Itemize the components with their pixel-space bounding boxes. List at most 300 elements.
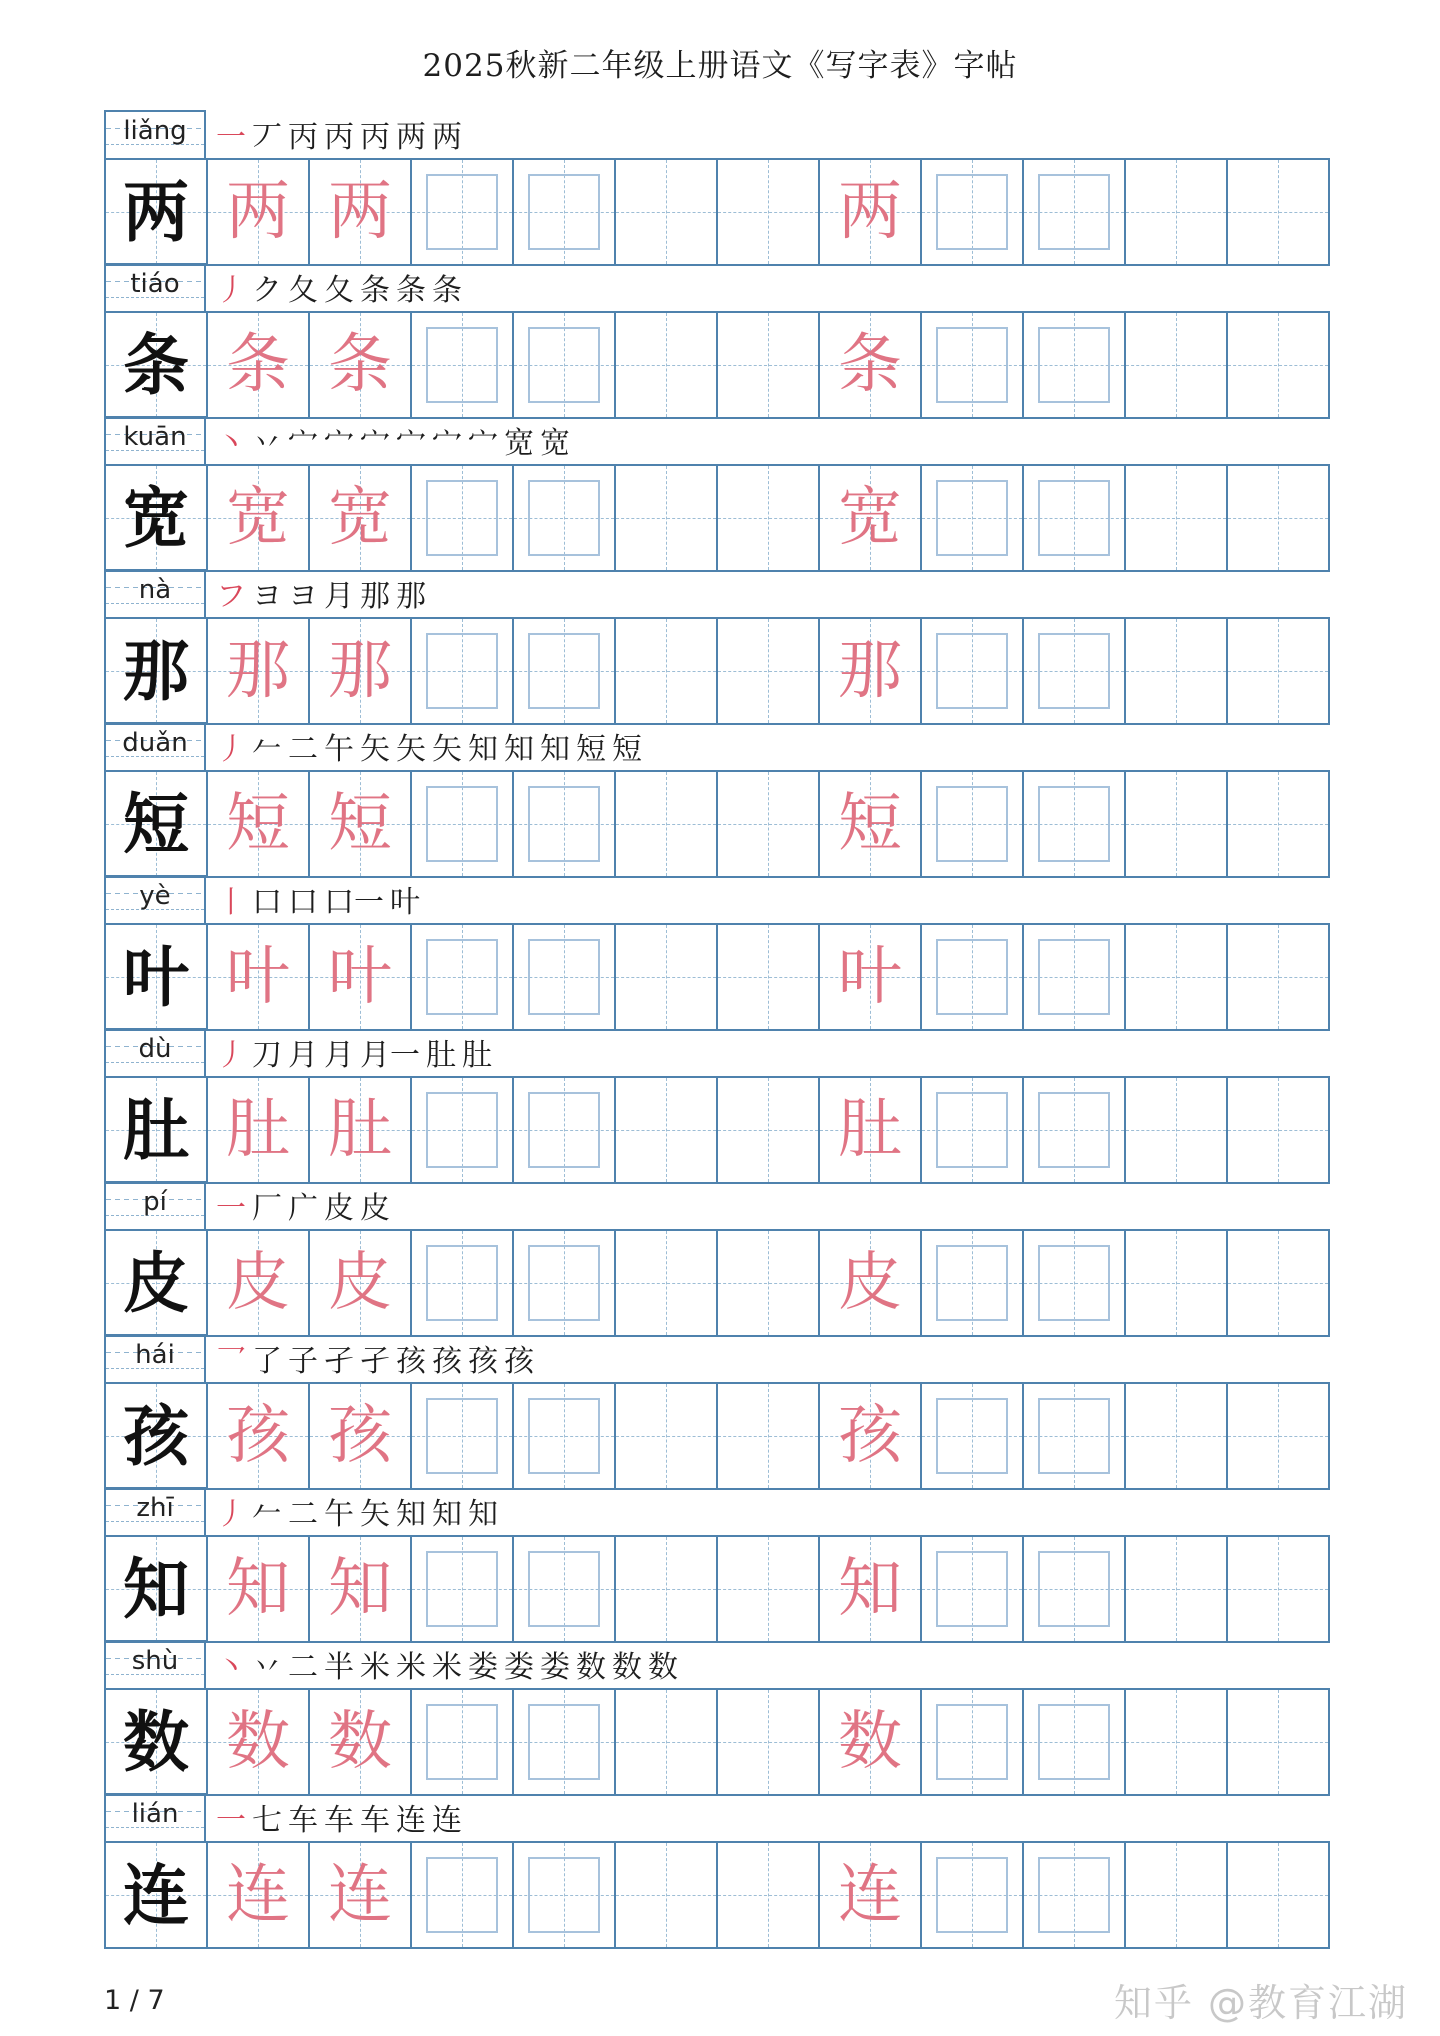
stroke-step: 孩	[432, 1344, 462, 1379]
practice-box-cell	[922, 619, 1024, 723]
practice-box-cell	[514, 1537, 616, 1641]
stroke-order	[216, 1183, 390, 1227]
trace-character: 知	[226, 1552, 290, 1626]
blank-practice-cell	[1126, 1231, 1228, 1335]
trace-character: 皮	[226, 1246, 290, 1320]
writing-grid	[104, 1382, 1330, 1490]
stroke-step: 米	[432, 1650, 462, 1685]
trace-character: 叶	[226, 940, 290, 1014]
practice-inner-box	[426, 174, 498, 250]
writing-grid	[104, 617, 1330, 725]
pinyin-cell	[104, 416, 206, 464]
practice-inner-box	[426, 1857, 498, 1933]
trace-character: 两	[328, 175, 392, 249]
pinyin-label: shù	[131, 1646, 179, 1676]
blank-practice-cell	[616, 1078, 718, 1182]
stroke-step: 娄	[504, 1650, 534, 1685]
pinyin-label: tiáo	[130, 269, 180, 299]
blank-practice-cell	[1228, 925, 1330, 1029]
trace-character: 数	[838, 1705, 902, 1779]
stroke-step: 口一	[324, 885, 384, 920]
stroke-order	[216, 1642, 678, 1686]
practice-box-cell	[922, 1078, 1024, 1182]
trace-cell	[208, 1843, 310, 1947]
stroke-step: 条	[360, 273, 390, 308]
stroke-step: 口	[252, 885, 282, 920]
stroke-step: 宀	[288, 426, 318, 461]
trace-character: 连	[328, 1858, 392, 1932]
blank-practice-cell	[1126, 772, 1228, 876]
writing-grid	[104, 1535, 1330, 1643]
stroke-step: 宽	[540, 426, 570, 461]
practice-row	[104, 416, 1336, 570]
blank-practice-cell	[718, 1078, 820, 1182]
practice-inner-box	[1038, 1551, 1110, 1627]
pinyin-label: yè	[139, 881, 171, 911]
practice-box-cell	[922, 925, 1024, 1029]
practice-inner-box	[936, 1551, 1008, 1627]
model-character: 条	[123, 326, 189, 404]
blank-practice-cell	[718, 1690, 820, 1794]
practice-box-cell	[922, 1231, 1024, 1335]
pinyin-cell	[104, 1793, 206, 1841]
model-character: 宽	[123, 479, 189, 557]
stroke-order	[216, 877, 420, 921]
blank-practice-cell	[718, 1537, 820, 1641]
blank-practice-cell	[1126, 466, 1228, 570]
stroke-step: 午	[324, 1497, 354, 1532]
stroke-step: 夂	[324, 273, 354, 308]
stroke-step: 数	[576, 1650, 606, 1685]
trace-cell	[820, 466, 922, 570]
pinyin-cell	[104, 110, 206, 158]
pinyin-cell	[104, 263, 206, 311]
practice-row	[104, 110, 1336, 264]
stroke-step: 孩	[504, 1344, 534, 1379]
trace-cell	[310, 1690, 412, 1794]
practice-box-cell	[1024, 313, 1126, 417]
stroke-step: 娄	[468, 1650, 498, 1685]
stroke-step: 数	[648, 1650, 678, 1685]
trace-cell	[820, 772, 922, 876]
stroke-step: 半	[324, 1650, 354, 1685]
stroke-step: 宀	[432, 426, 462, 461]
practice-inner-box	[1038, 786, 1110, 862]
blank-practice-cell	[1228, 1537, 1330, 1641]
trace-cell	[820, 1690, 922, 1794]
trace-cell	[208, 313, 310, 417]
trace-cell	[310, 466, 412, 570]
trace-character: 宽	[226, 481, 290, 555]
practice-inner-box	[1038, 480, 1110, 556]
trace-cell	[820, 619, 922, 723]
model-character-cell	[106, 1231, 208, 1335]
pinyin-cell	[104, 569, 206, 617]
writing-grid	[104, 1229, 1330, 1337]
trace-character: 连	[838, 1858, 902, 1932]
stroke-step: 知	[396, 1497, 426, 1532]
stroke-step: 一	[216, 1803, 246, 1838]
model-character: 肚	[123, 1091, 189, 1169]
pinyin-label: dù	[138, 1034, 172, 1064]
model-character: 叶	[123, 938, 189, 1016]
trace-character: 数	[328, 1705, 392, 1779]
stroke-step: 条	[432, 273, 462, 308]
writing-grid	[104, 1076, 1330, 1184]
practice-row	[104, 1793, 1336, 1947]
stroke-step: 宀	[360, 426, 390, 461]
practice-box-cell	[922, 1690, 1024, 1794]
blank-practice-cell	[616, 925, 718, 1029]
blank-practice-cell	[1228, 1690, 1330, 1794]
practice-inner-box	[528, 786, 600, 862]
trace-character: 叶	[838, 940, 902, 1014]
stroke-step: 丿	[216, 1497, 246, 1532]
practice-inner-box	[1038, 1092, 1110, 1168]
practice-row	[104, 875, 1336, 1029]
stroke-step: 叶	[390, 885, 420, 920]
blank-practice-cell	[1228, 313, 1330, 417]
stroke-step: 短	[612, 732, 642, 767]
practice-box-cell	[412, 1384, 514, 1488]
practice-inner-box	[1038, 1857, 1110, 1933]
practice-inner-box	[528, 1857, 600, 1933]
stroke-step: 广	[288, 1191, 318, 1226]
trace-cell	[820, 1384, 922, 1488]
practice-inner-box	[936, 1245, 1008, 1321]
practice-box-cell	[412, 1078, 514, 1182]
trace-cell	[310, 160, 412, 264]
practice-box-cell	[1024, 925, 1126, 1029]
blank-practice-cell	[1126, 1384, 1228, 1488]
practice-inner-box	[936, 633, 1008, 709]
trace-character: 孩	[226, 1399, 290, 1473]
blank-practice-cell	[616, 1690, 718, 1794]
stroke-step: 夂	[288, 273, 318, 308]
stroke-step: 丙	[360, 120, 390, 155]
stroke-step: 午	[324, 732, 354, 767]
trace-character: 那	[226, 634, 290, 708]
stroke-step: 娄	[540, 1650, 570, 1685]
practice-inner-box	[528, 1398, 600, 1474]
stroke-step: 一	[216, 120, 246, 155]
trace-cell	[820, 925, 922, 1029]
blank-practice-cell	[1126, 1078, 1228, 1182]
pinyin-cell	[104, 1487, 206, 1535]
trace-cell	[310, 772, 412, 876]
page-title: 2025秋新二年级上册语文《写字表》字帖	[422, 48, 1018, 84]
trace-character: 两	[838, 175, 902, 249]
trace-cell	[820, 1231, 922, 1335]
blank-practice-cell	[718, 466, 820, 570]
blank-practice-cell	[1228, 160, 1330, 264]
stroke-step: 那	[360, 579, 390, 614]
trace-cell	[208, 1537, 310, 1641]
stroke-order	[216, 1795, 462, 1839]
trace-cell	[208, 772, 310, 876]
practice-inner-box	[936, 1704, 1008, 1780]
trace-character: 连	[226, 1858, 290, 1932]
practice-box-cell	[1024, 1843, 1126, 1947]
blank-practice-cell	[1126, 1843, 1228, 1947]
practice-inner-box	[426, 1245, 498, 1321]
trace-cell	[310, 1384, 412, 1488]
stroke-step: 那	[396, 579, 426, 614]
practice-box-cell	[514, 160, 616, 264]
practice-box-cell	[412, 1843, 514, 1947]
trace-character: 孩	[838, 1399, 902, 1473]
stroke-step: ヨ	[252, 579, 282, 614]
practice-box-cell	[412, 772, 514, 876]
trace-character: 短	[328, 787, 392, 861]
pinyin-cell	[104, 875, 206, 923]
trace-character: 条	[328, 328, 392, 402]
practice-box-cell	[922, 313, 1024, 417]
stroke-step: 知	[540, 732, 570, 767]
practice-box-cell	[1024, 1384, 1126, 1488]
pinyin-label: duǎn	[122, 728, 188, 758]
practice-box-cell	[922, 466, 1024, 570]
pinyin-label: pí	[143, 1187, 167, 1217]
model-character-cell	[106, 313, 208, 417]
practice-box-cell	[514, 925, 616, 1029]
practice-inner-box	[936, 174, 1008, 250]
practice-box-cell	[1024, 1690, 1126, 1794]
model-character: 孩	[123, 1397, 189, 1475]
trace-character: 宽	[838, 481, 902, 555]
blank-practice-cell	[616, 1231, 718, 1335]
model-character: 短	[123, 785, 189, 863]
writing-grid	[104, 1841, 1330, 1949]
blank-practice-cell	[718, 619, 820, 723]
trace-cell	[820, 1537, 922, 1641]
stroke-step: 丿	[216, 732, 246, 767]
practice-inner-box	[1038, 327, 1110, 403]
practice-inner-box	[528, 480, 600, 556]
trace-character: 短	[838, 787, 902, 861]
practice-box-cell	[1024, 466, 1126, 570]
trace-cell	[310, 1537, 412, 1641]
practice-box-cell	[412, 619, 514, 723]
stroke-step: 二	[288, 732, 318, 767]
practice-inner-box	[1038, 633, 1110, 709]
practice-inner-box	[528, 1092, 600, 1168]
practice-inner-box	[528, 633, 600, 709]
trace-cell	[310, 1231, 412, 1335]
practice-row	[104, 1334, 1336, 1488]
blank-practice-cell	[616, 619, 718, 723]
model-character-cell	[106, 1690, 208, 1794]
blank-practice-cell	[1228, 772, 1330, 876]
stroke-step: 𠂉	[252, 732, 282, 767]
model-character: 数	[123, 1703, 189, 1781]
stroke-step: 皮	[360, 1191, 390, 1226]
stroke-step: 两	[432, 120, 462, 155]
stroke-step: 七	[252, 1803, 282, 1838]
pinyin-label: zhī	[136, 1493, 174, 1523]
pinyin-label: hái	[135, 1340, 175, 1370]
practice-inner-box	[528, 327, 600, 403]
practice-box-cell	[514, 466, 616, 570]
practice-box-cell	[1024, 1537, 1126, 1641]
trace-cell	[310, 619, 412, 723]
blank-practice-cell	[718, 1231, 820, 1335]
practice-box-cell	[1024, 1231, 1126, 1335]
stroke-step: 月一	[360, 1038, 420, 1073]
trace-character: 短	[226, 787, 290, 861]
pinyin-cell	[104, 1181, 206, 1229]
blank-practice-cell	[718, 1843, 820, 1947]
watermark: 知乎 @教育江湖	[1113, 1981, 1408, 2025]
practice-row	[104, 1640, 1336, 1794]
blank-practice-cell	[718, 925, 820, 1029]
writing-grid	[104, 770, 1330, 878]
practice-inner-box	[1038, 174, 1110, 250]
pinyin-label: kuān	[123, 422, 187, 452]
blank-practice-cell	[1126, 619, 1228, 723]
pinyin-label: lián	[131, 1799, 179, 1829]
stroke-step: 皮	[324, 1191, 354, 1226]
model-character: 两	[123, 173, 189, 251]
trace-cell	[208, 1078, 310, 1182]
model-character: 皮	[123, 1244, 189, 1322]
stroke-order	[216, 112, 462, 156]
model-character-cell	[106, 160, 208, 264]
model-character-cell	[106, 619, 208, 723]
stroke-step: 𠂉	[252, 1497, 282, 1532]
stroke-step: 了	[252, 1344, 282, 1379]
model-character-cell	[106, 772, 208, 876]
practice-box-cell	[1024, 160, 1126, 264]
stroke-step: 矢	[360, 1497, 390, 1532]
trace-cell	[310, 1843, 412, 1947]
stroke-step: 数	[612, 1650, 642, 1685]
pinyin-label: nà	[138, 575, 172, 605]
blank-practice-cell	[1228, 1231, 1330, 1335]
stroke-step: 子	[288, 1344, 318, 1379]
practice-row	[104, 263, 1336, 417]
trace-character: 皮	[838, 1246, 902, 1320]
practice-inner-box	[426, 786, 498, 862]
stroke-step: 丿	[216, 1038, 246, 1073]
trace-character: 知	[328, 1552, 392, 1626]
stroke-step: 条	[396, 273, 426, 308]
trace-character: 条	[838, 328, 902, 402]
blank-practice-cell	[616, 160, 718, 264]
practice-inner-box	[936, 1857, 1008, 1933]
page-number: 1 / 7	[104, 1985, 165, 2016]
practice-inner-box	[1038, 1704, 1110, 1780]
practice-box-cell	[922, 1384, 1024, 1488]
pinyin-cell	[104, 1640, 206, 1688]
stroke-step: 车	[288, 1803, 318, 1838]
practice-box-cell	[412, 925, 514, 1029]
stroke-step: 丆	[252, 120, 282, 155]
practice-inner-box	[528, 1245, 600, 1321]
practice-row	[104, 569, 1336, 723]
practice-inner-box	[426, 633, 498, 709]
stroke-step: 孑	[324, 1344, 354, 1379]
pinyin-label: liǎng	[123, 116, 187, 146]
practice-row	[104, 1028, 1336, 1182]
practice-box-cell	[514, 772, 616, 876]
practice-box-cell	[514, 1843, 616, 1947]
blank-practice-cell	[718, 1384, 820, 1488]
stroke-step: 丷	[252, 1650, 282, 1685]
practice-inner-box	[936, 327, 1008, 403]
trace-character: 孩	[328, 1399, 392, 1473]
stroke-step: 米	[360, 1650, 390, 1685]
stroke-step: 月	[324, 1038, 354, 1073]
practice-box-cell	[922, 160, 1024, 264]
stroke-step: 丙	[288, 120, 318, 155]
practice-box-cell	[514, 619, 616, 723]
practice-box-cell	[412, 1690, 514, 1794]
trace-character: 肚	[838, 1093, 902, 1167]
writing-grid	[104, 158, 1330, 266]
stroke-order	[216, 571, 426, 615]
stroke-step: 丷	[252, 426, 282, 461]
blank-practice-cell	[616, 466, 718, 570]
practice-inner-box	[426, 1551, 498, 1627]
blank-practice-cell	[616, 1843, 718, 1947]
practice-box-cell	[1024, 772, 1126, 876]
stroke-step: 知	[432, 1497, 462, 1532]
trace-cell	[310, 313, 412, 417]
practice-inner-box	[1038, 1245, 1110, 1321]
stroke-step: 肚	[426, 1038, 456, 1073]
stroke-step: 两	[396, 120, 426, 155]
trace-cell	[820, 1078, 922, 1182]
model-character: 那	[123, 632, 189, 710]
trace-character: 那	[328, 634, 392, 708]
blank-practice-cell	[1126, 1537, 1228, 1641]
practice-inner-box	[1038, 939, 1110, 1015]
practice-box-cell	[922, 772, 1024, 876]
stroke-step: 月	[324, 579, 354, 614]
blank-practice-cell	[1126, 1690, 1228, 1794]
trace-character: 知	[838, 1552, 902, 1626]
stroke-step: 宀	[468, 426, 498, 461]
model-character-cell	[106, 925, 208, 1029]
blank-practice-cell	[718, 313, 820, 417]
trace-character: 条	[226, 328, 290, 402]
blank-practice-cell	[1228, 619, 1330, 723]
blank-practice-cell	[718, 772, 820, 876]
model-character-cell	[106, 466, 208, 570]
stroke-step: 口	[288, 885, 318, 920]
stroke-step: 乛	[216, 1344, 246, 1379]
stroke-step: 连	[432, 1803, 462, 1838]
practice-row	[104, 1487, 1336, 1641]
trace-cell	[208, 466, 310, 570]
stroke-step: 短	[576, 732, 606, 767]
practice-box-cell	[1024, 1078, 1126, 1182]
pinyin-cell	[104, 1028, 206, 1076]
trace-cell	[310, 925, 412, 1029]
blank-practice-cell	[718, 160, 820, 264]
blank-practice-cell	[1126, 313, 1228, 417]
trace-character: 数	[226, 1705, 290, 1779]
model-character-cell	[106, 1843, 208, 1947]
practice-inner-box	[936, 939, 1008, 1015]
stroke-order	[216, 1489, 498, 1533]
blank-practice-cell	[616, 772, 718, 876]
model-character-cell	[106, 1384, 208, 1488]
stroke-step: 丙	[324, 120, 354, 155]
practice-inner-box	[936, 786, 1008, 862]
practice-inner-box	[528, 939, 600, 1015]
